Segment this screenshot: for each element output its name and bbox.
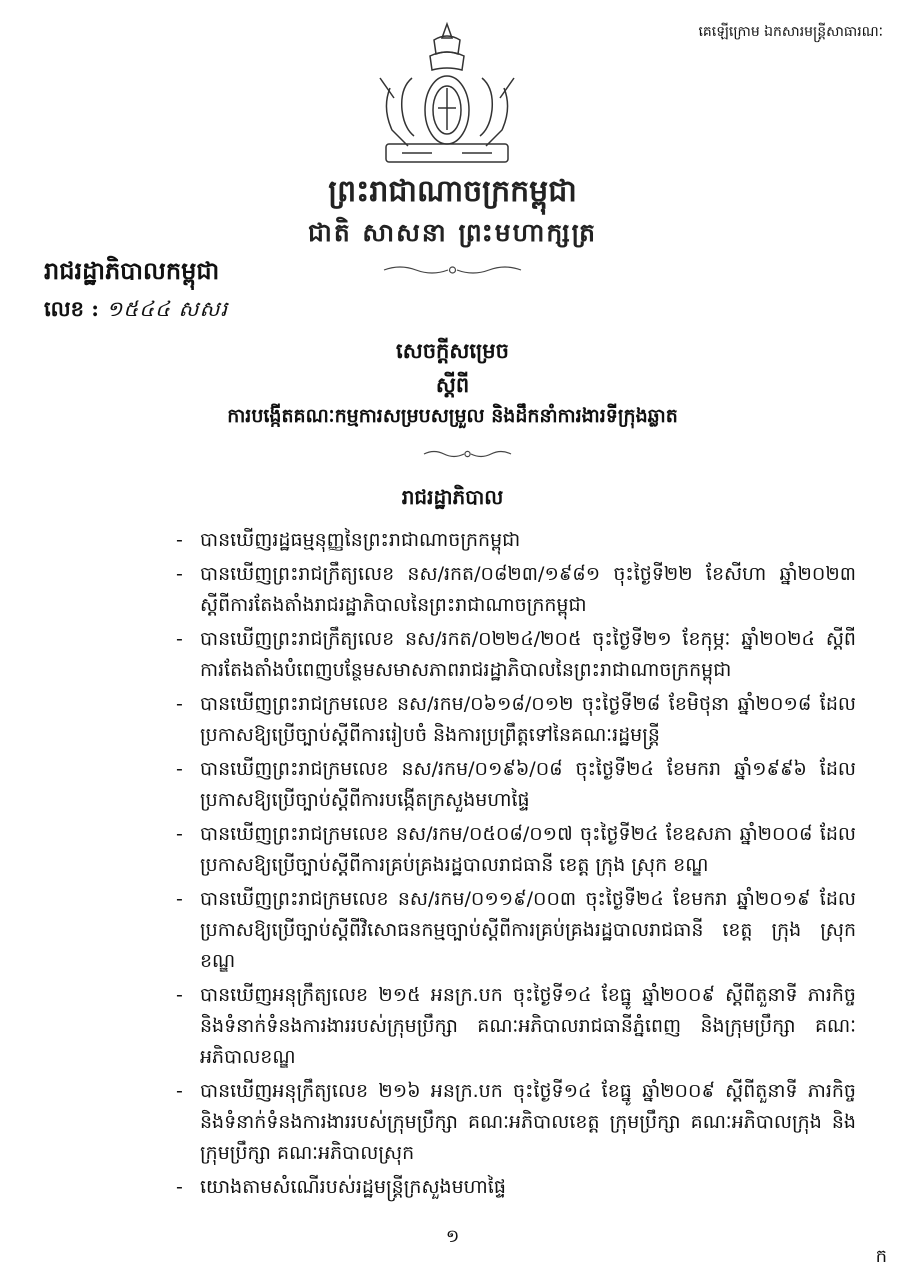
- royal-emblem-icon: [372, 18, 522, 168]
- list-item: - បានឃើញអនុក្រឹត្យលេខ ២១៦ អនក្រ.បក ចុះថ្ងៃទី១៤ ខែធ្នូ ឆ្នាំ២០០៩ ស្តីពីតួនាទី ភារកិច្ច និងទំនាក់ទំនងការងាររបស់ក្រុមប្រឹក្សា គណៈអភិបាលខេត្ត ក្រុមប្រឹក្សា គណៈអភិបាលក្រុង និងក្រុមប្រឹក្សា គណៈអភិបាលស្រុក: [176, 1080, 856, 1164]
- ornament-divider-icon: [420, 446, 515, 462]
- about-label: ស្តីពី: [435, 372, 470, 397]
- kingdom-title: ព្រះរាជាណាចក្រកម្ពុជា: [328, 174, 577, 209]
- document-subject: ការបង្កើតគណៈកម្មការសម្របសម្រួល និងដឹកនាំការងារទីក្រុងឆ្លាត: [227, 405, 678, 427]
- list-item: - បានឃើញព្រះរាជក្រមលេខ នស/រកម/០១១៩/០០៣ ចុះថ្ងៃទី២៤ ខែមករា ឆ្នាំ២០១៩ ដែលប្រកាសឱ្យប្រើច្បាប់ស្តីពីវិសោធនកម្មច្បាប់ស្តីពីការគ្រប់គ្រងរដ្ឋបាលរាជធានី ខេត្ត ក្រុង ស្រុក ខណ្ឌ: [176, 888, 856, 972]
- ornament-divider-icon: [380, 262, 525, 278]
- list-item: - បានឃើញព្រះរាជក្រមលេខ នស/រកម/០១៩៦/០៨ ចុះថ្ងៃទី២៤ ខែមករា ឆ្នាំ១៩៩៦ ដែលប្រកាសឱ្យប្រើច្បាប់ស្តីពីការបង្កើតក្រសួងមហាផ្ទៃ: [176, 758, 856, 811]
- number-label: លេខ :: [44, 296, 100, 321]
- document-number: [44, 296, 228, 327]
- list-item: - បានឃើញព្រះរាជក្រមលេខ នស/រកម/០៦១៨/០១២ ចុះថ្ងៃទី២៨ ខែមិថុនា ឆ្នាំ២០១៨ ដែលប្រកាសឱ្យប្រើច្បាប់ស្តីពីការរៀបចំ និងការប្រព្រឹត្តទៅនៃគណៈរដ្ឋមន្ត្រី: [176, 693, 856, 746]
- list-item: - បានឃើញរដ្ឋធម្មនុញ្ញនៃព្រះរាជាណាចក្រកម្ពុជា: [176, 529, 521, 551]
- considerations-list: [176, 525, 856, 1206]
- document-type: សេចក្តីសម្រេច: [396, 338, 509, 363]
- national-motto: ជាតិ សាសនា ព្រះមហាក្សត្រ: [308, 218, 597, 247]
- list-item: - បានឃើញអនុក្រឹត្យលេខ ២១៥ អនក្រ.បក ចុះថ្ងៃទី១៤ ខែធ្នូ ឆ្នាំ២០០៩ ស្តីពីតួនាទី ភារកិច្ច និងទំនាក់ទំនងការងាររបស់ក្រុមប្រឹក្សា គណៈអភិបាលរាជធានីភ្នំពេញ និងក្រុមប្រឹក្សា គណៈអភិបាលខណ្ឌ: [176, 984, 856, 1068]
- issuing-government: រាជរដ្ឋាភិបាលកម្ពុជា: [44, 256, 220, 285]
- page-number: ១: [445, 1226, 460, 1247]
- section-heading: រាជរដ្ឋាភិបាល: [401, 485, 504, 509]
- corner-note: គេឡើក្រោម ឯកសារមន្ត្រីសាធារណៈ: [698, 24, 883, 40]
- list-item: - បានឃើញព្រះរាជក្រឹត្យលេខ នស/រកត/០២២៤/២០៥ ចុះថ្ងៃទី២១ ខែកុម្ភៈ ឆ្នាំ២០២៤ ស្តីពីការតែងតាំងបំពេញបន្ថែមសមាសភាពរាជរដ្ឋាភិបាលនៃព្រះរាជាណាចក្រកម្ពុជា: [176, 628, 856, 681]
- list-item: - យោងតាមសំណើរបស់រដ្ឋមន្ត្រីក្រសួងមហាផ្ទៃ: [176, 1176, 506, 1198]
- list-item: - បានឃើញព្រះរាជក្រមលេខ នស/រកម/០៥០៨/០១៧ ចុះថ្ងៃទី២៤ ខែឧសភា ឆ្នាំ២០០៨ ដែលប្រកាសឱ្យប្រើច្បាប់ស្តីពីការគ្រប់គ្រងរដ្ឋបាលរាជធានី ខេត្ត ក្រុង ស្រុក ខណ្ឌ: [176, 823, 856, 876]
- corner-mark: ក: [875, 1246, 887, 1267]
- list-item: - បានឃើញព្រះរាជក្រឹត្យលេខ នស/រកត/០៨២៣/១៩៨១ ចុះថ្ងៃទី២២ ខែសីហា ឆ្នាំ២០២៣ ស្តីពីការតែងតាំងរាជរដ្ឋាភិបាលនៃព្រះរាជាណាចក្រកម្ពុជា: [176, 563, 856, 616]
- number-value: ១៥៤៤ សសរ: [106, 297, 229, 321]
